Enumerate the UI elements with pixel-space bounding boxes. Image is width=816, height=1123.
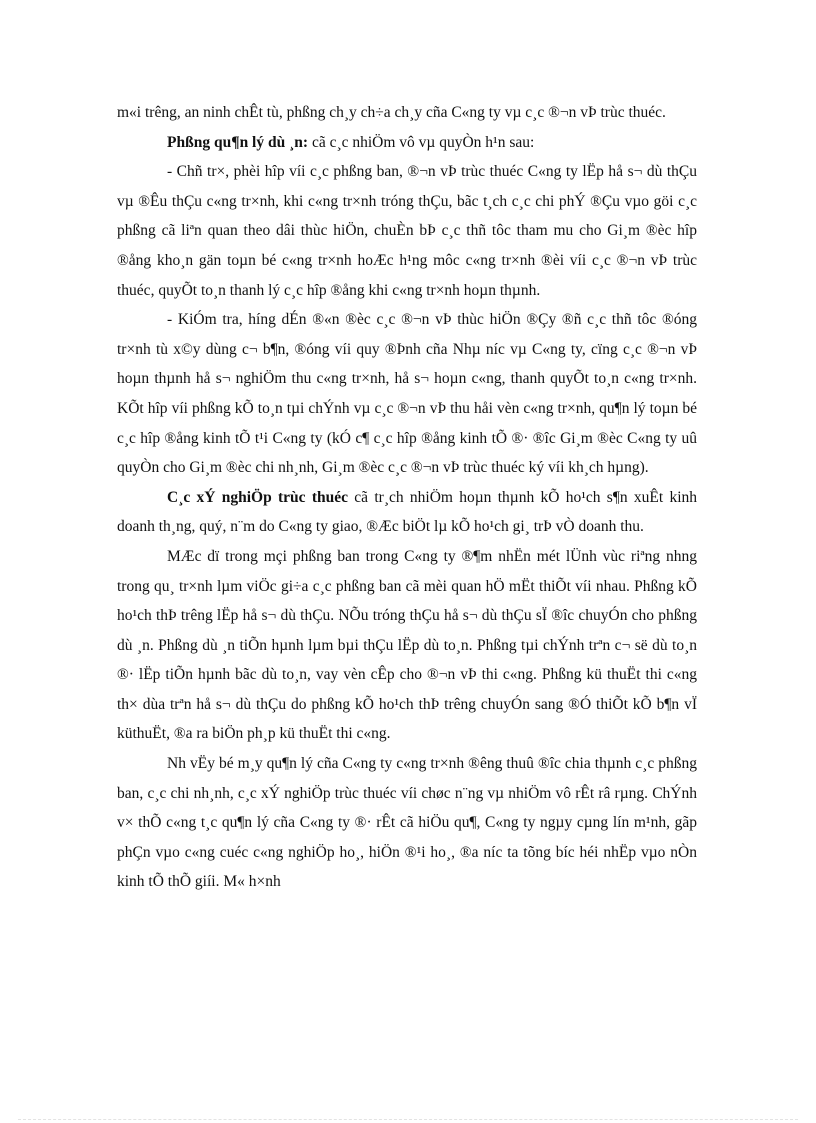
paragraph-text: - KiÓm tra, híng dÉn ®«n ®èc c¸c ®¬n vÞ thùc hiÖn ®Çy ®ñ c¸c thñ tôc ®óng tr×nh tù x©y dùng c¬ b¶n, ®óng víi quy ®Þnh cña Nhµ níc vµ C«ng ty, cïng c¸c ®¬n vÞ hoµn thµnh hå s¬ nghiÖm thu c«ng tr×nh, hå s¬ hoµn c«ng, thanh quyÕt to¸n c«ng tr×nh. KÕt hîp víi phßng kÕ to¸n tµi chÝnh vµ c¸c ®¬n vÞ thu håi vèn c«ng tr×nh, qu¶n lý toµn bé c¸c hîp ®ång kinh tÕ t¹i C«ng ty (kÓ c¶ c¸c hîp ®ång kinh tÕ ®· ®îc Gi¸m ®èc C«ng ty uû quyÒn cho Gi¸m ®èc chi nh¸nh, Gi¸m ®èc c¸c ®¬n vÞ trùc thuéc ký víi kh¸ch hµng). [117, 311, 697, 477]
section-heading-enterprises: C¸c xÝ nghiÖp trùc thuéc [167, 488, 349, 506]
paragraph-text: m«i trêng, an ninh chÊt tù, phßng ch¸y ch÷a ch¸y cña C«ng ty vµ c¸c ®¬n vÞ trùc thuéc. [117, 104, 666, 121]
paragraph-bullet-2 [117, 305, 697, 483]
paragraph-cooperation [117, 542, 697, 749]
section-heading-project-dept: Phßng qu¶n lý dù ¸n: [167, 133, 309, 151]
paragraph-text: cã tr¸ch nhiÖm hoµn thµnh kÕ ho¹ch s¶n xuÊt kinh doanh th¸ng, quý, n¨m do C«ng ty giao, ®Æc biÖt lµ kÕ ho¹ch gi¸ trÞ vÒ doanh thu. [117, 488, 697, 536]
paragraph-continuation [117, 98, 697, 128]
document-body [117, 98, 697, 897]
paragraph-text: cã c¸c nhiÖm vô vµ quyÒn h¹n sau: [308, 133, 535, 151]
paragraph-text: Nh vËy bé m¸y qu¶n lý cña C«ng ty c«ng tr×nh ®êng thuû ®îc chia thµnh c¸c phßng ban, c¸c chi nh¸nh, c¸c xÝ nghiÖp trùc thuéc víi chøc n¨ng vµ nhiÖm vô rÊt râ rµng. ChÝnh v× thÕ c«ng t¸c qu¶n lý cña C«ng ty ®· rÊt cã hiÖu qu¶, C«ng ty ngµy cµng lín m¹nh, gãp phÇn vµo c«ng cuéc c«ng nghiÖp ho¸, hiÖn ®¹i ho¸, ®a níc ta tõng bíc héi nhËp vµo nÒn kinh tÕ thÕ giíi. M« h×nh [117, 755, 697, 891]
paragraph-summary [117, 749, 697, 897]
page-bottom-divider [18, 1119, 798, 1120]
paragraph-project-dept [117, 128, 697, 158]
paragraph-text: MÆc dï trong mçi phßng ban trong C«ng ty ®¶m nhËn mét lÜnh vùc riªng nhng trong qu¸ tr×nh lµm viÖc gi÷a c¸c phßng ban cã mèi quan hÖ mËt thiÕt víi nhau. Phßng kÕ ho¹ch thÞ trêng lËp hå s¬ dù thÇu. NÕu tróng thÇu hå s¬ dù thÇu sÏ ®îc chuyÓn cho phßng dù ¸n. Phßng dù ¸n tiÕn hµnh lµm bµi thÇu lËp dù to¸n. Phßng tµi chÝnh trªn c¬ së dù to¸n ®· lËp tiÕn hµnh bãc dù to¸n, vay vèn cÊp cho ®¬n vÞ thi c«ng. Phßng kü thuËt thi c«ng th× dùa trªn hå s¬ dù thÇu do phßng kÕ ho¹ch thÞ trêng chuyÓn sang ®Ó thiÕt kÕ b¶n vÏ küthuËt, ®a ra biÖn ph¸p kü thuËt thi c«ng. [117, 547, 697, 743]
paragraph-text: - Chñ tr×, phèi hîp víi c¸c phßng ban, ®¬n vÞ trùc thuéc C«ng ty lËp hå s¬ dù thÇu vµ ®Êu thÇu c«ng tr×nh, khi c«ng tr×nh tróng thÇu, bãc t¸ch c¸c chi phÝ ®Çu vµo göi c¸c phßng cã liªn quan theo dâi thùc hiÖn, chuÈn bÞ c¸c thñ tôc tham mu cho Gi¸m ®èc hîp ®ång kho¸n gän toµn bé c«ng tr×nh hoÆc h¹ng môc c«ng tr×nh ®èi víi c¸c ®¬n vÞ trùc thuéc, quyÕt to¸n thanh lý c¸c hîp ®ång khi c«ng tr×nh hoµn thµnh. [117, 163, 697, 299]
paragraph-enterprises [117, 483, 697, 542]
paragraph-bullet-1 [117, 157, 697, 305]
